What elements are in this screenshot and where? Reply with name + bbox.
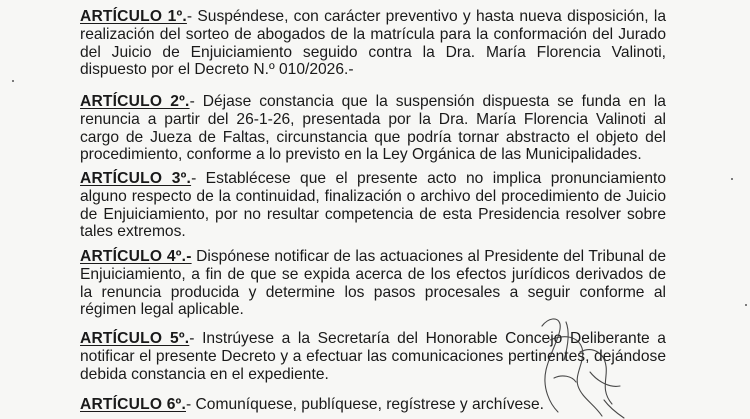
handwritten-signature	[520, 312, 640, 419]
article-4-text: Dispónese notificar de las actuaciones al Presidente del Tribunal de Enjuiciamiento, a fin de que se expida acerca de los efectos jurídicos derivados de la renuncia producida y determine los pasos procesales a seguir conforme al régimen legal aplicable.	[80, 248, 666, 319]
article-3-heading: ARTÍCULO 3º.	[80, 170, 192, 187]
article-4-heading: ARTÍCULO 4º.-	[80, 248, 192, 265]
scan-speck	[12, 80, 14, 82]
article-2-heading: ARTÍCULO 2º.	[80, 93, 190, 110]
article-4	[80, 248, 666, 319]
article-3-text: - Establécese que el presente acto no implica pronunciamiento alguno respecto de la continuidad, finalización o archivo del procedimiento de Juicio de Enjuiciamiento, por no resultar competencia de esta Presidencia resolver sobre tales extremos.	[80, 170, 666, 241]
article-1	[80, 8, 666, 79]
article-1-text: - Suspéndese, con carácter preventivo y hasta nueva disposición, la realización del sorteo de abogados de la matrícula para la conformación del Jurado del Juicio de Enjuiciamiento seguido contra la Dra. María Florencia Valinoti, dispuesto por el Decreto N.º 010/2026.-	[80, 8, 666, 79]
scan-speck	[731, 178, 733, 180]
article-3	[80, 170, 666, 241]
article-5-heading: ARTÍCULO 5º.	[80, 330, 190, 347]
article-1-heading: ARTÍCULO 1º.	[80, 8, 187, 25]
article-6-text: - Comuníquese, publíquese, regístrese y archívese.	[186, 396, 544, 413]
scan-speck	[745, 304, 747, 306]
article-2	[80, 93, 666, 164]
article-6-heading: ARTÍCULO 6º.	[80, 396, 186, 413]
article-2-text: - Déjase constancia que la suspensión dispuesta se funda en la renuncia a partir del 26-1-26, presentada por la Dra. María Florencia Valinoti al cargo de Jueza de Faltas, circunstancia que podría tornar abstracto el objeto del procedimiento, conforme a lo previsto en la Ley Orgánica de las Municipalidades.	[80, 93, 666, 164]
article-5-text: - Instrúyese a la Secretaría del Honorable Concejo Deliberante a notificar el presente Decreto y a efectuar las comunicaciones pertinentes, dejándose debida constancia en el expediente.	[80, 330, 666, 383]
